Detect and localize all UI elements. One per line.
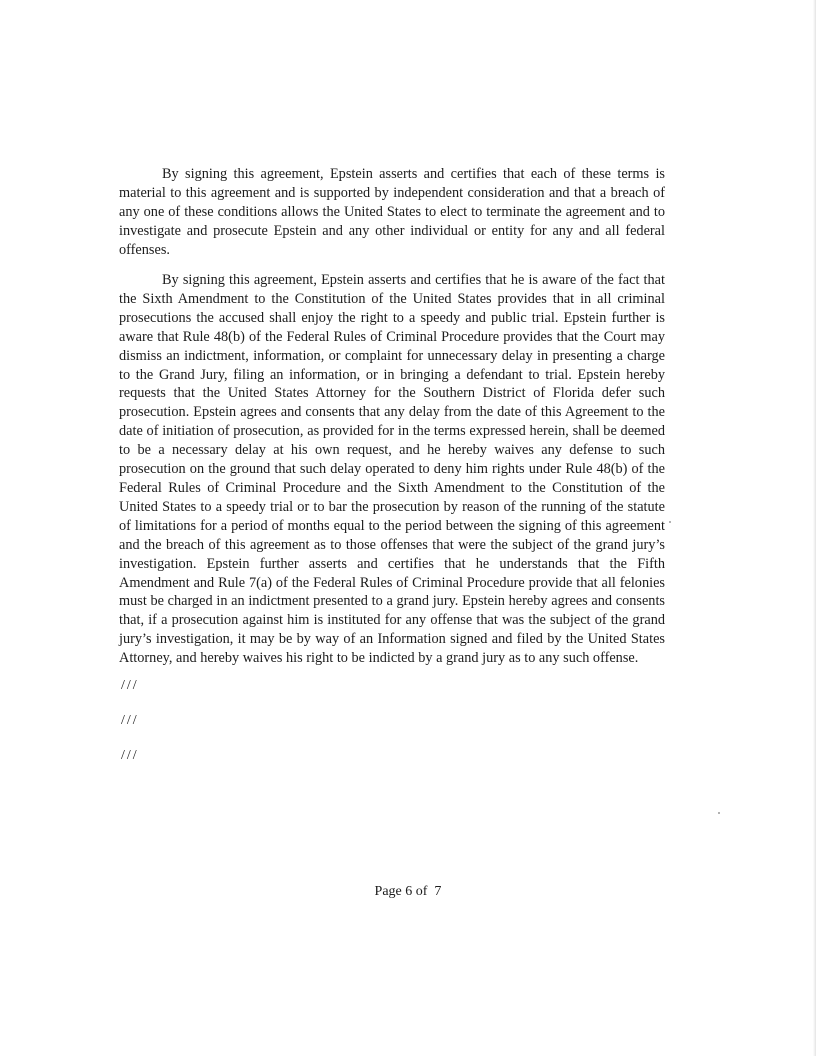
page-footer <box>0 884 816 900</box>
section-separator: /// <box>121 678 139 693</box>
paragraph-speedy-trial-waiver: By signing this agreement, Epstein asserts and certifies that he is aware of the fact that the Sixth Amendment to the Constitution of the United States provides that in all criminal prosecutions the accused shall enjoy the right to a speedy and public trial. Epstein further is aware that Rule 48(b) of the Federal Rules of Criminal Procedure provides that the Court may dismiss an indictment, information, or complaint for unnecessary delay in presenting a charge to the Grand Jury, filing an information, or in bringing a defendant to trial. Epstein hereby requests that the United States Attorney for the Southern District of Florida defer such prosecution. Epstein agrees and consents that any delay from the date of this Agreement to the date of initiation of prosecution, as provided for in the terms expressed herein, shall be deemed to be a necessary delay at his own request, and he hereby waives any defense to such prosecution on the ground that such delay operated to deny him rights under Rule 48(b) of the Federal Rules of Criminal Procedure and the Sixth Amendment to the Constitution of the United States to a speedy trial or to bar the prosecution by reason of the running of the statute of limitations for a period of months equal to the period between the signing of this agreement and the breach of this agreement as to those offenses that were the subject of the grand jury’s investigation. Epstein further asserts and certifies that he understands that the Fifth Amendment and Rule 7(a) of the Federal Rules of Criminal Procedure provide that all felonies must be charged in an indictment presented to a grand jury. Epstein hereby agrees and consents that, if a prosecution against him is instituted for any offense that was the subject of the grand jury’s investigation, it may be by way of an Information signed and filed by the United States Attorney, and hereby waives his right to be indicted by a grand jury as to any such offense. <box>119 272 665 667</box>
scan-speck <box>718 812 720 814</box>
paragraph-terms-material: By signing this agreement, Epstein asserts and certifies that each of these terms is material to this agreement and is supported by independent consideration and that a breach of any one of these conditions allows the United States to elect to terminate the agreement and to investigate and prosecute Epstein and any other individual or entity for any and all federal offenses. <box>119 166 665 258</box>
section-separator: /// <box>121 713 139 728</box>
section-separator: /// <box>121 748 139 763</box>
page-number: Page 6 of 7 <box>374 884 442 899</box>
scan-speck <box>669 521 671 523</box>
